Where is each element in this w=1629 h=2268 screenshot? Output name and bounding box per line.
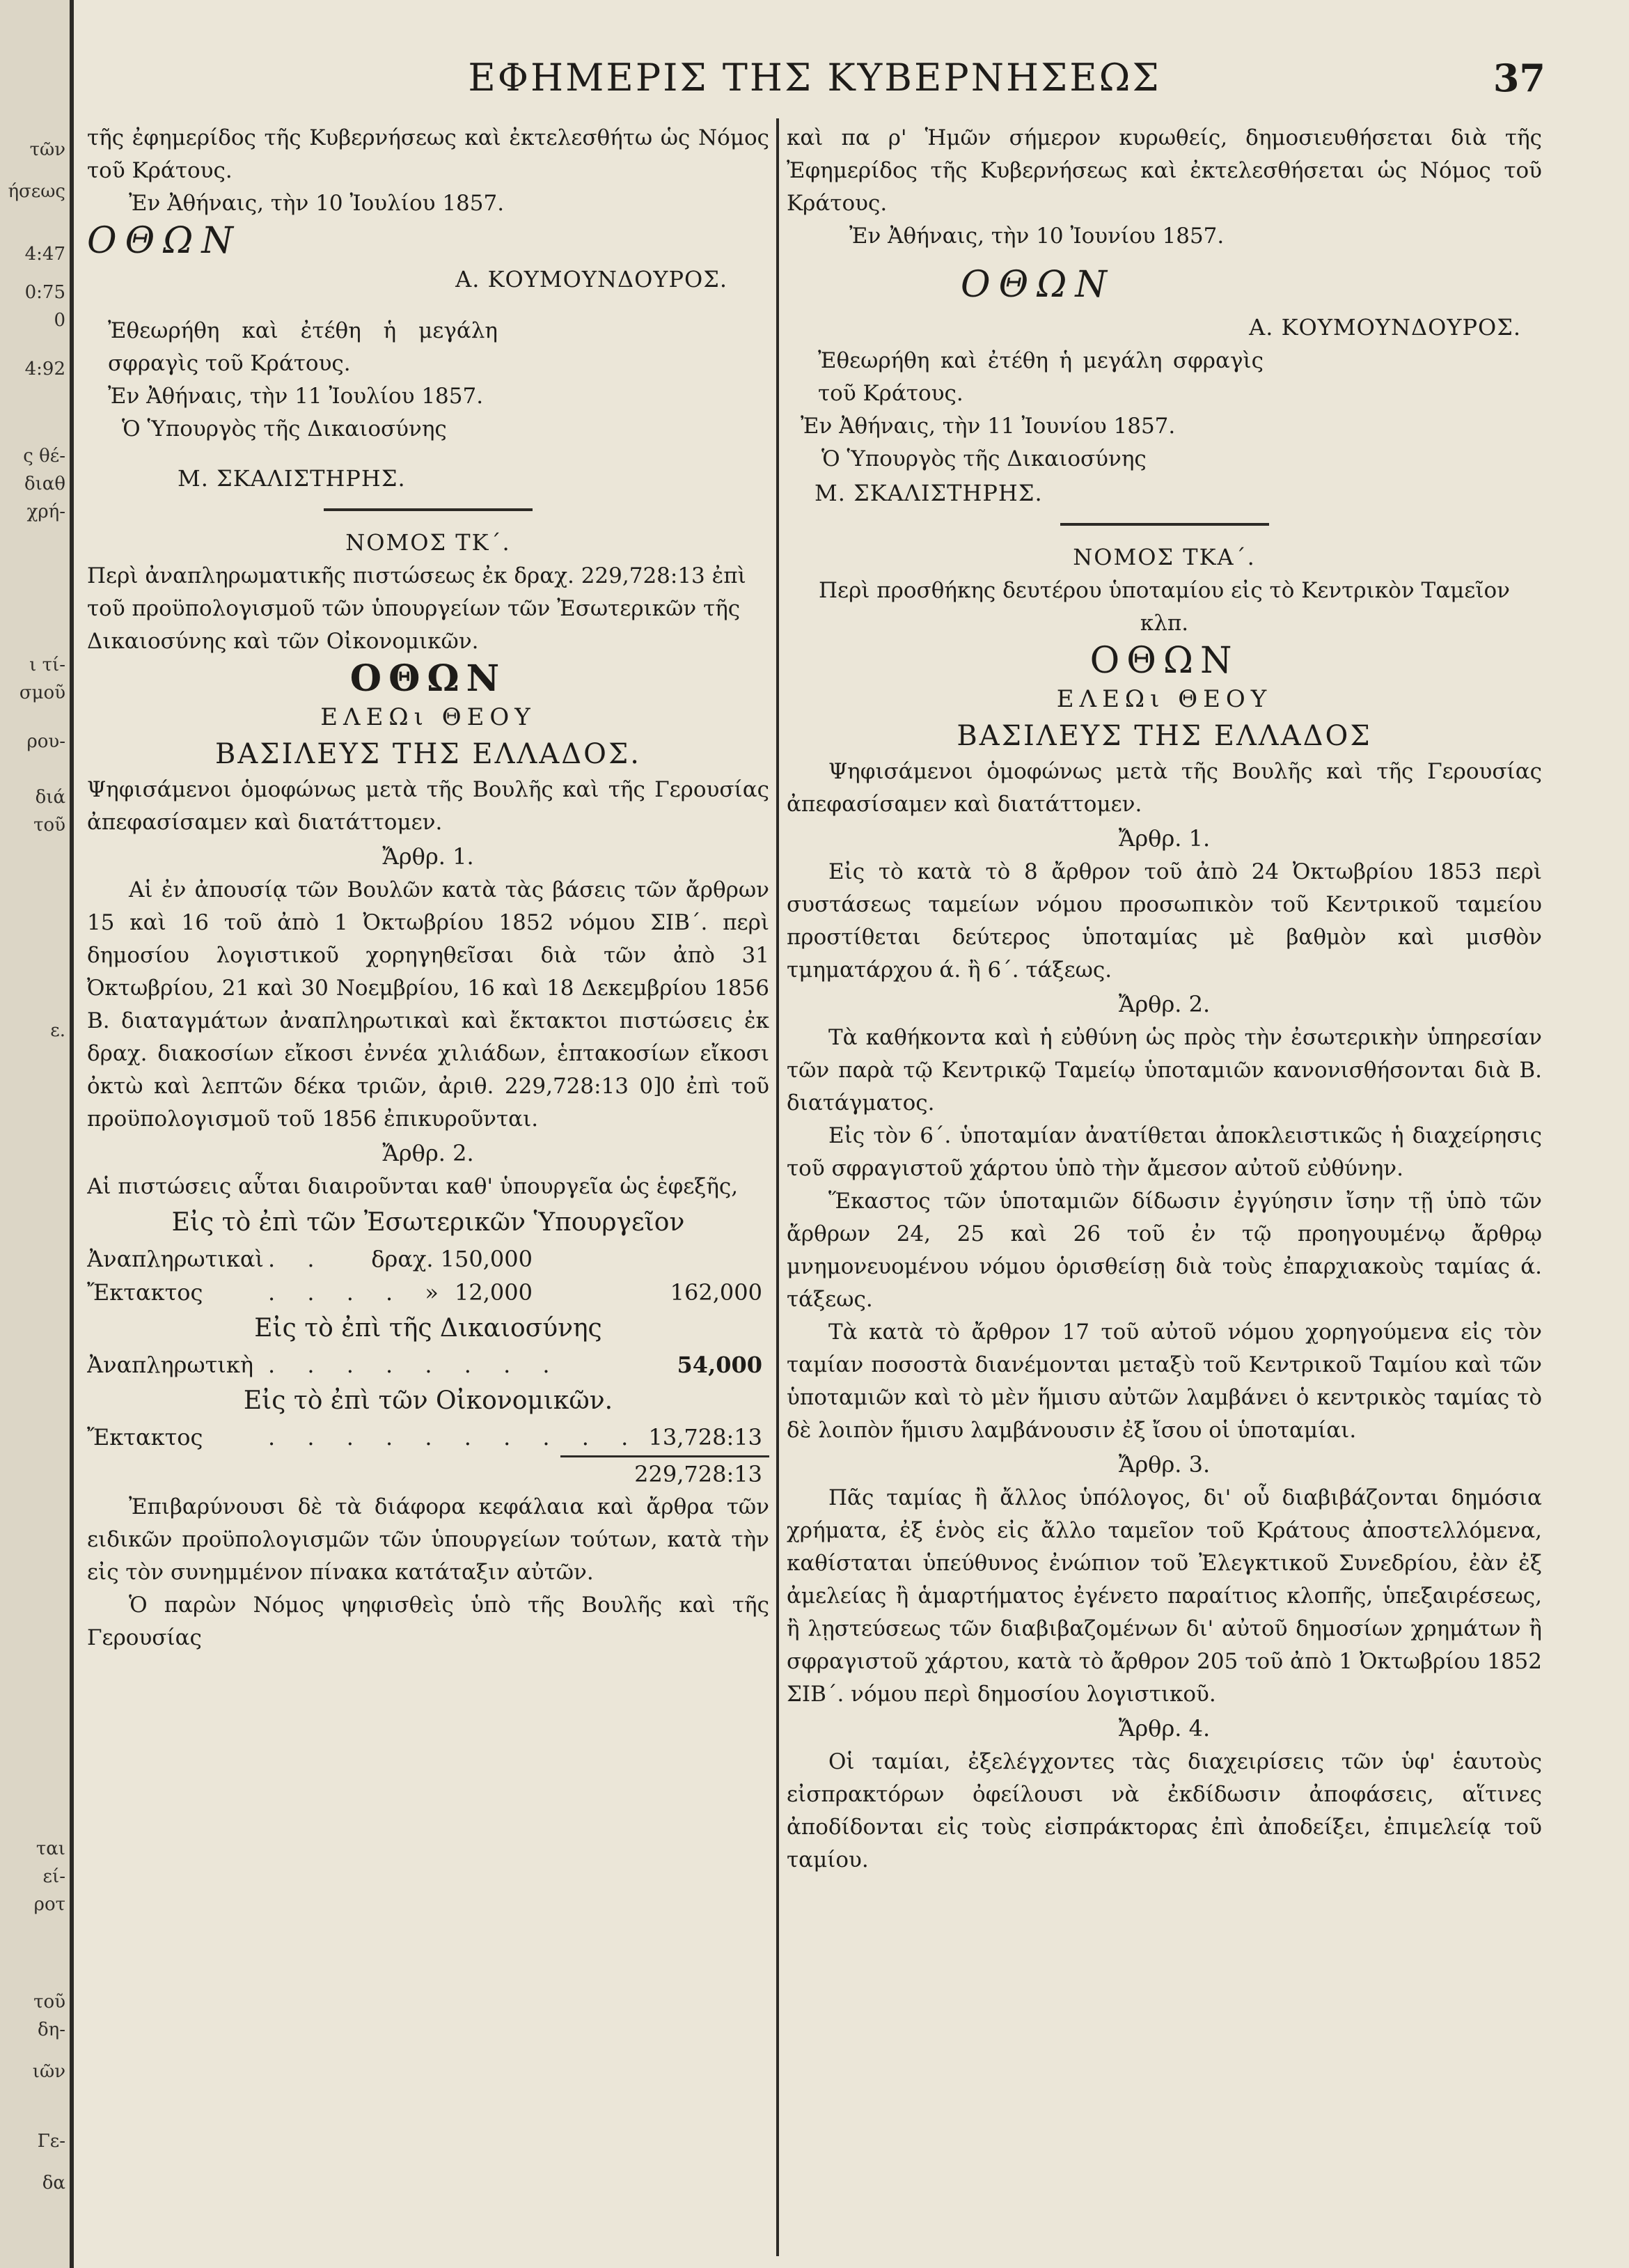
closing-paragraph: Ἐπιβαρύνουσι δὲ τὰ διάφορα κεφάλαια καὶ ἄρθρα τῶν ειδικῶν προϋπολογισμῶν τῶν ὑπουργείων τούτων, κατὰ τὴν εἰς τὸν συνημμένον πίνακα κατάταξιν αὐτῶν. [87,1494,769,1585]
minister-signature: Α. ΚΟΥΜΟΥΝΔΟΥΡΟΣ. [1249,314,1521,341]
article-text: Τὰ κατὰ τὸ ἄρθρον 17 τοῦ αὐτοῦ νόμου χορηγούμενα εἰς τὸν ταμίαν ποσοστὰ διανέμονται μεταξὺ τοῦ Κεντρικοῦ Ταμίου καὶ τῶν ὑποταμιῶν καὶ τὸ μὲν ἥμισυ αὐτῶν λαμβάνει ὁ κεντρικὸς ταμίας τὸ δὲ λοιπὸν ἥμισυ λαμβάνουσιν ἐξ ἴσου οἱ ὑποταμίαι. [787,1320,1542,1443]
budget-section-heading: Εἰς τὸ ἐπὶ τῶν Ἐσωτερικῶν Ὑπουργεῖον [171,1208,685,1237]
article-text: Αἱ πιστώσεις αὗται διαιροῦνται καθ' ὑπουργεῖα ὡς ἑφεξῆς, [87,1174,739,1199]
gutter-fragment: τοῦ [33,1992,65,2012]
gutter-fragment: 4:47 [24,244,65,265]
gutter-fragment: 0 [54,310,65,331]
article-text: Αἱ ἐν ἀπουσίᾳ τῶν Βουλῶν κατὰ τὰς βάσεις τῶν ἄρθρων 15 καὶ 16 τοῦ ἀπὸ 1 Ὀκτωβρίου 1852 νόμου ΣΙΒ΄. περὶ δημοσίου λογιστικοῦ χορηγηθεῖσαι διὰ τῶν ἀπὸ 31 Ὀκτωβρίου, 21 καὶ 30 Νοεμβρίου, 16 καὶ 18 Δεκεμβρίου 1856 Β. διαταγμάτων ἀναπληρωτικαὶ καὶ ἔκτακτοι πιστώσεις ἐκ δραχ. διακοσίων εἴκοσι ἐννέα χιλιάδων, ἑπτακοσίων εἴκοσι ὀκτὼ καὶ λεπτῶν δέκα τριῶν, ἀριθ. 229,728:13 0]0 ἐπὶ τοῦ προϋπολογισμοῦ τοῦ 1856 ἐπικυροῦνται. [87,877,769,1132]
leader-dots: . . . . » [268,1279,451,1306]
article-heading: Ἄρθρ. 1. [382,843,474,870]
article-text: Οἱ ταμίαι, ἐξελέγχοντες τὰς διαχειρίσεις τῶν ὑφ' ἑαυτοὺς εἰσπρακτόρων ὀφείλουσι νὰ ἐκδίδωσιν ἀποφάσεις, αἵτινες ἀποδίδονται εἰς τοὺς εἰσπράκτορας ἐπὶ ἀποδείξει, ἐπιμελείᾳ τοῦ ταμίου. [787,1749,1542,1872]
gutter-fragment: τῶν [29,139,65,160]
intro-paragraph: καὶ πα ρ' Ἡμῶν σήμερον κυρωθείς, δημοσιευθήσεται διὰ τῆς Ἐφημερίδος τῆς Κυβερνήσεως καὶ ἐκτελεσθήσεται ὡς Νόμος τοῦ Κράτους. [787,125,1542,216]
gutter-fragment: 4:92 [24,359,65,380]
article-text: Τὰ καθήκοντα καὶ ἡ εὐθύνη ὡς πρὸς τὴν ἐσωτερικὴν ὑπηρεσίαν τῶν παρὰ τῷ Κεντρικῷ Ταμείῳ ὑποταμιῶν κανονισθήσονται διὰ Β. διατάγματος. [787,1025,1542,1116]
date-line: Ἐν Ἀθήναις, τὴν 10 Ἰουνίου 1857. [849,224,1225,249]
king-of-greece: ΒΑΣΙΛΕΥΣ ΤΗΣ ΕΛΛΑΔΟΣ. [215,738,641,770]
gutter-fragment: ι τί- [29,655,65,675]
minister-signature: Μ. ΣΚΑΛΙΣΤΗΡΗΣ. [814,480,1043,506]
separator-rule [324,508,533,511]
gutter-fragment: τοῦ [33,815,65,836]
seal-note: Ἐθεωρήθη καὶ ἐτέθη ἡ μεγάλη σφραγὶς τοῦ Κράτους. [108,318,498,376]
preamble: Ψηφισάμενοι ὁμοφώνως μετὰ τῆς Βουλῆς καὶ τῆς Γερουσίας ἀπεφασίσαμεν καὶ διατάττομεν. [87,777,769,835]
preamble: Ψηφισάμενοι ὁμοφώνως μετὰ τῆς Βουλῆς καὶ τῆς Γερουσίας ἀπεφασίσαμεν καὶ διατάττομεν. [787,759,1542,817]
article-heading: Ἄρθρ. 2. [1118,991,1211,1017]
article-heading: Ἄρθρ. 3. [1118,1451,1211,1478]
budget-row-subtotal: 54,000 [677,1352,762,1378]
budget-section-heading: Εἰς τὸ ἐπὶ τῶν Οἰκονομικῶν. [243,1386,613,1415]
gutter-fragment: εί- [42,1866,65,1887]
budget-total-row [87,1457,769,1491]
king-of-greece: ΒΑΣΙΛΕΥΣ ΤΗΣ ΕΛΛΑΔΟΣ [957,720,1372,752]
budget-row-label: Ἔκτακτος [87,1279,203,1306]
seal-date: Ἐν Ἀθήναις, τὴν 11 Ἰουλίου 1857. [108,384,484,409]
budget-row [87,1421,769,1454]
gutter-fragment: διά [35,787,65,808]
seal-date: Ἐν Ἀθήναις, τὴν 11 Ἰουνίου 1857. [801,414,1176,439]
sovereign-heading: ΟΘΩΝ [349,657,507,700]
gutter-fragment: χρή- [26,501,65,522]
separator-rule [1060,523,1269,526]
law-subject: Περὶ ἀναπληρωματικῆς πιστώσεως ἐκ δραχ. 229,728:13 ἐπὶ τοῦ προϋπολογισμοῦ τῶν ὑπουργείων τῶν Ἐσωτερικῶν τῆς Δικαιοσύνης καὶ τῶν Οἰκονομικῶν. [87,563,746,654]
gutter-fragment: ς θέ- [23,446,65,467]
left-column [87,122,769,2253]
adjacent-page-fragment [0,0,74,2268]
budget-row-amount: δραχ. 150,000 [371,1246,533,1272]
budget-row-label: Ἀναπληρωτικαὶ [87,1246,264,1272]
article-text: Πᾶς ταμίας ἢ ἄλλος ὑπόλογος, δι' οὗ διαβιβάζονται δημόσια χρήματα, ἐξ ἑνὸς εἰς ἄλλο ταμεῖον τοῦ Κράτους ἀποστελλόμενα, καθίσταται ὑπεύθυνος ἐνώπιον τοῦ Ἐλεγκτικοῦ Συνεδρίου, ἐὰν ἐξ ἀμελείας ἢ ἁμαρτήματος ἐγένετο παραίτιος κλοπῆς, ὑπεξαιρέσεως, ἢ λῃστεύσεως τῶν διαβιβαζομένων δι' αὐτοῦ δημοσίων χρημάτων ἢ σφραγιστοῦ χάρτου, κατὰ τὸ ἄρθρον 205 τοῦ ἀπὸ 1 Ὀκτωβρίου 1852 ΣΙΒ΄. νόμου περὶ δημοσίου λογιστικοῦ. [787,1485,1542,1707]
gutter-fragment: ε. [50,1020,65,1041]
minister-signature: Α. ΚΟΥΜΟΥΝΔΟΥΡΟΣ. [455,266,727,292]
budget-row-subtotal: 13,728:13 [648,1424,762,1450]
law-subject: Περὶ προσθήκης δευτέρου ὑποταμίου εἰς τὸ Κεντρικὸν Ταμεῖον κλπ. [818,578,1511,636]
gutter-fragment: ροτ [33,1894,65,1915]
gutter-fragment: σμοῦ [19,682,65,703]
law-title: ΝΟΜΟΣ ΤΚ΄. [345,529,511,556]
minister-signature: Μ. ΣΚΑΛΙΣΤΗΡΗΣ. [178,465,406,492]
gutter-fragment: ται [36,1838,65,1859]
article-heading: Ἄρθρ. 4. [1118,1715,1211,1742]
leader-dots: . . . . . . . . . . [268,1424,641,1450]
budget-grand-total: 229,728:13 [634,1461,762,1487]
gutter-fragment: 0:75 [24,282,65,303]
budget-row-subtotal: 162,000 [670,1279,762,1306]
date-line: Ἐν Ἀθήναις, τὴν 10 Ἰουλίου 1857. [129,191,505,216]
column-divider [776,118,779,2256]
gutter-fragment: Γε- [37,2131,65,2152]
intro-paragraph: τῆς ἐφημερίδος τῆς Κυβερνήσεως καὶ ἐκτελεσθήτω ὡς Νόμος τοῦ Κράτους. [87,125,769,183]
page-number: 37 [1493,56,1545,100]
budget-row-label: Ἔκτακτος [87,1424,203,1450]
article-text: Ἕκαστος τῶν ὑποταμιῶν δίδωσιν ἐγγύησιν ἴσην τῇ ὑπὸ τῶν ἄρθρων 24, 25 καὶ 26 τοῦ ἐν τῷ προηγουμένῳ ἄρθρῳ μνημονευομένου νόμου ὁρισθείσῃ διὰ τοὺς ἐπαρχιακοὺς ταμίας ά. τάξεως. [787,1189,1542,1312]
article-text: Εἰς τὸν 6΄. ὑποταμίαν ἀνατίθεται ἀποκλειστικῶς ἡ διαχείρησις τοῦ σφραγιστοῦ χάρτου ὑπὸ τὴν ἄμεσον αὐτοῦ εὐθύνην. [787,1123,1542,1181]
page-title: ΕΦΗΜΕΡΙΣ ΤΗΣ ΚΥΒΕΡΝΗΣΕΩΣ [468,56,1161,100]
article-heading: Ἄρθρ. 2. [382,1140,474,1166]
budget-row [87,1242,769,1276]
minister-title: Ὁ Ὑπουργὸς τῆς Δικαιοσύνης [122,416,447,441]
budget-row [87,1348,769,1382]
leader-dots: . . . . . . . . [268,1352,562,1378]
closing-paragraph: Ὁ παρὼν Νόμος ψηφισθεὶς ὑπὸ τῆς Βουλῆς καὶ τῆς Γερουσίας [87,1593,769,1650]
article-text: Εἰς τὸ κατὰ τὸ 8 ἄρθρον τοῦ ἀπὸ 24 Ὀκτωβρίου 1853 περὶ συστάσεως ταμείων νόμου προσωπικὸν τοῦ Κεντρικοῦ ταμείου προστίθεται δεύτερος ὑποταμίας μὲ βαθμὸν καὶ μισθὸν τμηματάρχου ά. ἢ 6΄. τάξεως. [787,859,1542,983]
sovereign-signature: ΟΘΩΝ [961,264,1115,306]
seal-note: Ἐθεωρήθη καὶ ἐτέθη ἡ μεγάλη σφραγὶς τοῦ Κράτους. [818,348,1264,406]
leader-dots: . . [268,1246,327,1272]
article-heading: Ἄρθρ. 1. [1118,825,1211,852]
law-title: ΝΟΜΟΣ ΤΚΑ΄. [1073,544,1256,570]
budget-row-label: Ἀναπληρωτικὴ [87,1352,253,1378]
by-grace-of-god: ΕΛΕΩι ΘΕΟΥ [320,703,536,731]
sovereign-heading: ΟΘΩΝ [1089,640,1239,682]
minister-title: Ὁ Ὑπουργὸς τῆς Δικαιοσύνης [821,446,1147,471]
gutter-fragment: διαθ [24,474,65,494]
budget-section-heading: Εἰς τὸ ἐπὶ τῆς Δικαιοσύνης [254,1314,602,1343]
budget-row [87,1276,769,1309]
gutter-fragment: ήσεως [8,181,65,202]
budget-row-amount: 12,000 [455,1279,533,1306]
gutter-fragment: δα [42,2173,65,2193]
gutter-fragment: ιῶν [32,2061,65,2082]
gutter-fragment: ρου- [26,731,65,752]
right-column [787,122,1542,2253]
page-header [84,49,1545,111]
gutter-fragment: δη- [37,2019,65,2040]
sovereign-signature: ΟΘΩΝ [87,220,242,262]
by-grace-of-god: ΕΛΕΩι ΘΕΟΥ [1056,685,1273,713]
